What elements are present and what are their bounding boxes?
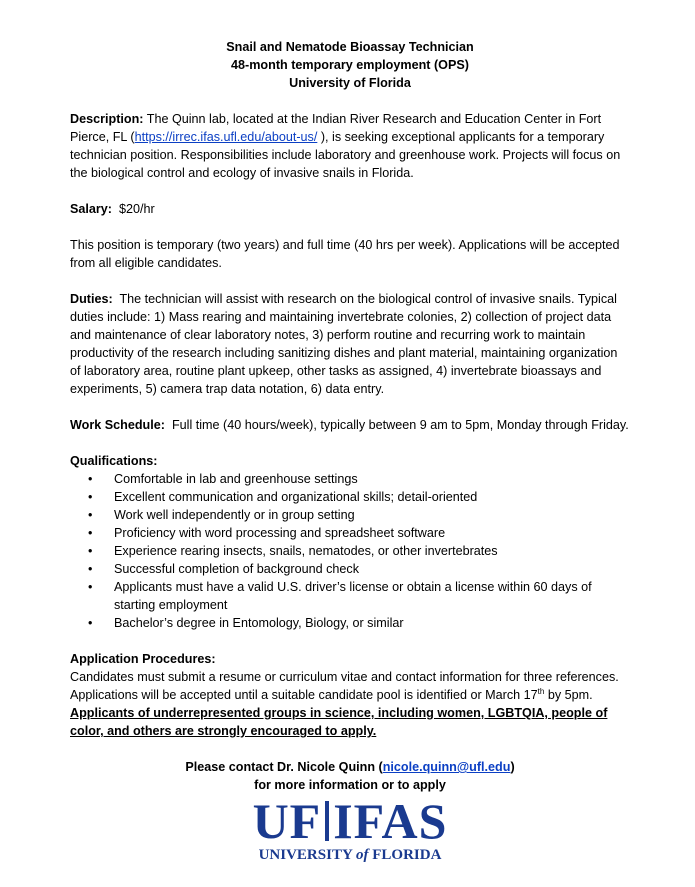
- salary-value: $20/hr: [119, 202, 155, 216]
- list-item: • Work well independently or in group setting: [70, 506, 630, 524]
- list-item: • Proficiency with word processing and spreadsheet software: [70, 524, 630, 542]
- logo-uf: UF: [252, 793, 322, 849]
- duties-text: The technician will assist with research on the biological control of invasive snails. Typical duties include: 1) Mass rearing and maintaining invertebrate colonies, 2) collection of project data and maintenance of clear laboratory notes, 3) perform routine and recurring work to maintain productivity of the research including sanitizing dishes and plant material, maintaining organization of laboratory area, routine plant upkeep, other tasks as assigned, 4) invertebrate bioassays and experiments, 5) camera trap data notation, 6) data entry.: [70, 292, 618, 396]
- logo-wordmark: [252, 793, 448, 849]
- logo-ifas: IFAS: [333, 793, 448, 849]
- salary-section: [70, 200, 630, 218]
- salary-label: Salary:: [70, 202, 113, 216]
- work-schedule-text: Full time (40 hours/week), typically between 9 am to 5pm, Monday through Friday.: [171, 418, 629, 432]
- application-label: Application Procedures:: [70, 652, 216, 666]
- list-item: • Successful completion of background check: [70, 560, 630, 578]
- institution-name: University of Florida: [289, 76, 411, 90]
- diversity-statement: Applicants of underrepresented groups in science, including women, LGBTQIA, people of color, and others are strongly encouraged to apply.: [70, 706, 608, 738]
- qualifications-section: [70, 452, 630, 632]
- posting-header: [70, 38, 630, 92]
- list-item: • Comfortable in lab and greenhouse settings: [70, 470, 630, 488]
- application-text: [70, 668, 630, 740]
- contact-line-1: [70, 758, 630, 776]
- list-item: • Excellent communication and organizational skills; detail-oriented: [70, 488, 630, 506]
- job-posting: [70, 38, 630, 864]
- list-item: • Experience rearing insects, snails, nematodes, or other invertebrates: [70, 542, 630, 560]
- description-text-before: The Quinn lab, located at the Indian River Research and Education Center in Fort Pierce, FL (: [70, 112, 602, 144]
- application-text-after: by 5pm.: [544, 688, 593, 702]
- logo-divider: [325, 801, 329, 841]
- contact-text-after: ): [510, 760, 515, 774]
- duties-section: [70, 290, 630, 398]
- qualifications-list: [70, 470, 630, 632]
- uf-ifas-logo: [70, 793, 630, 864]
- job-title: Snail and Nematode Bioassay Technician: [226, 40, 474, 54]
- duties-label: Duties:: [70, 292, 113, 306]
- description-section: [70, 110, 630, 182]
- date-superscript: th: [537, 686, 545, 696]
- contact-text-before: Please contact Dr. Nicole Quinn (: [185, 760, 383, 774]
- job-subtitle: 48-month temporary employment (OPS): [231, 58, 469, 72]
- description-text-after: ), is seeking exceptional applicants for a temporary technician position. Responsibilities include laboratory and greenhouse work. Projects will focus on the biological control and ecology of invasive snails in Florida.: [70, 130, 621, 180]
- application-text-before: Candidates must submit a resume or curriculum vitae and contact information for three references. Applications will be accepted until a suitable candidate pool is identified or March 17: [70, 670, 619, 702]
- logo-sub-after: FLORIDA: [368, 847, 442, 863]
- work-schedule-section: [70, 416, 630, 434]
- work-schedule-label: Work Schedule:: [70, 418, 165, 432]
- logo-sub-before: UNIVERSITY: [258, 847, 356, 863]
- application-section: [70, 650, 630, 740]
- contact-section: [70, 758, 630, 794]
- qualifications-label: Qualifications:: [70, 454, 158, 468]
- logo-sub-of: of: [355, 847, 369, 863]
- contact-email-link[interactable]: nicole.quinn@ufl.edu: [382, 760, 511, 774]
- position-note: This position is temporary (two years) and full time (40 hrs per week). Applications will be accepted from all eligible candidates.: [70, 238, 620, 270]
- list-item: • Bachelor’s degree in Entomology, Biology, or similar: [70, 614, 630, 632]
- contact-line-2: for more information or to apply: [254, 778, 446, 792]
- description-label: Description:: [70, 112, 144, 126]
- list-item: • Applicants must have a valid U.S. driver’s license or obtain a license within 60 days of starting employment: [70, 578, 630, 614]
- irrec-link[interactable]: https://irrec.ifas.ufl.edu/about-us/: [134, 130, 318, 144]
- logo-university-line: [70, 846, 630, 864]
